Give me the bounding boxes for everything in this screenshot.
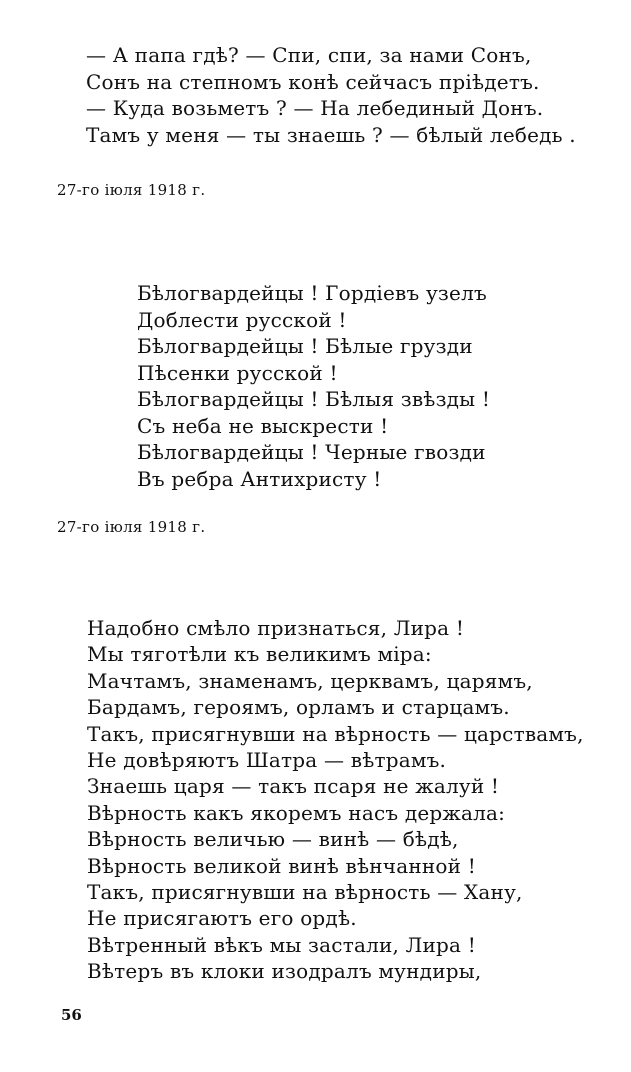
verse-line: Мачтамъ, знаменамъ, церквамъ, царямъ, [87,668,533,693]
verse-line: — А папа гдѣ? — Спи, спи, за нами Сонъ, [86,43,532,67]
page-number: 56 [61,1006,82,1024]
poem-2-stanza [137,280,490,492]
poem-1-date: 27-го iюля 1918 г. [57,181,206,199]
verse-line: Пѣсенки русской ! [137,360,338,385]
verse-line: Бѣлогвардейцы ! Бѣлыя звѣзды ! [137,387,491,411]
verse-line: Тамъ у меня — ты знаешь ? — бѣлый лебедь . [86,122,576,147]
verse-line: Сонъ на степномъ конѣ сейчасъ прiѣдетъ. [86,69,540,94]
poem-2-date: 27-го iюля 1918 г. [57,518,206,536]
verse-line: Вѣтеръ въ клоки изодралъ мундиры, [87,959,482,984]
verse-line: Такъ, присягнувши на вѣрность — Хану, [87,880,523,905]
verse-line: Вѣрность великой винѣ вѣнчанной ! [87,853,476,878]
verse-line: Надобно смѣло признаться, Лира ! [87,616,465,640]
verse-line: Не довѣряютъ Шатра — вѣтрамъ. [87,748,447,773]
verse-line: — Куда возьметъ ? — На лебединый Донъ. [86,96,544,120]
verse-line: Въ ребра Антихристу ! [137,466,382,491]
verse-line: Доблести русской ! [137,307,347,332]
verse-line: Бѣлогвардейцы ! Гордiевъ узелъ [137,281,487,305]
verse-line: Не присягаютъ его ордѣ. [87,906,357,931]
verse-line: Вѣрность величью — винѣ — бѣдѣ, [87,827,459,852]
verse-line: Вѣрность какъ якоремъ насъ держала: [87,800,506,825]
verse-line: Знаешь царя — такъ псаря не жалуй ! [87,774,500,799]
verse-line: Съ неба не выскрести ! [137,413,389,438]
poem-3-stanza [87,615,584,985]
verse-line: Мы тяготѣли къ великимъ мiра: [87,642,432,667]
verse-line: Такъ, присягнувши на вѣрность — царствамъ, [87,721,584,746]
poem-1-stanza [86,42,576,148]
verse-line: Бѣлогвардейцы ! Черные гвозди [137,440,486,464]
verse-line: Бѣлогвардейцы ! Бѣлые грузди [137,334,473,358]
verse-line: Бардамъ, героямъ, орламъ и старцамъ. [87,695,510,720]
verse-line: Вѣтренный вѣкъ мы застали, Лира ! [87,932,476,957]
